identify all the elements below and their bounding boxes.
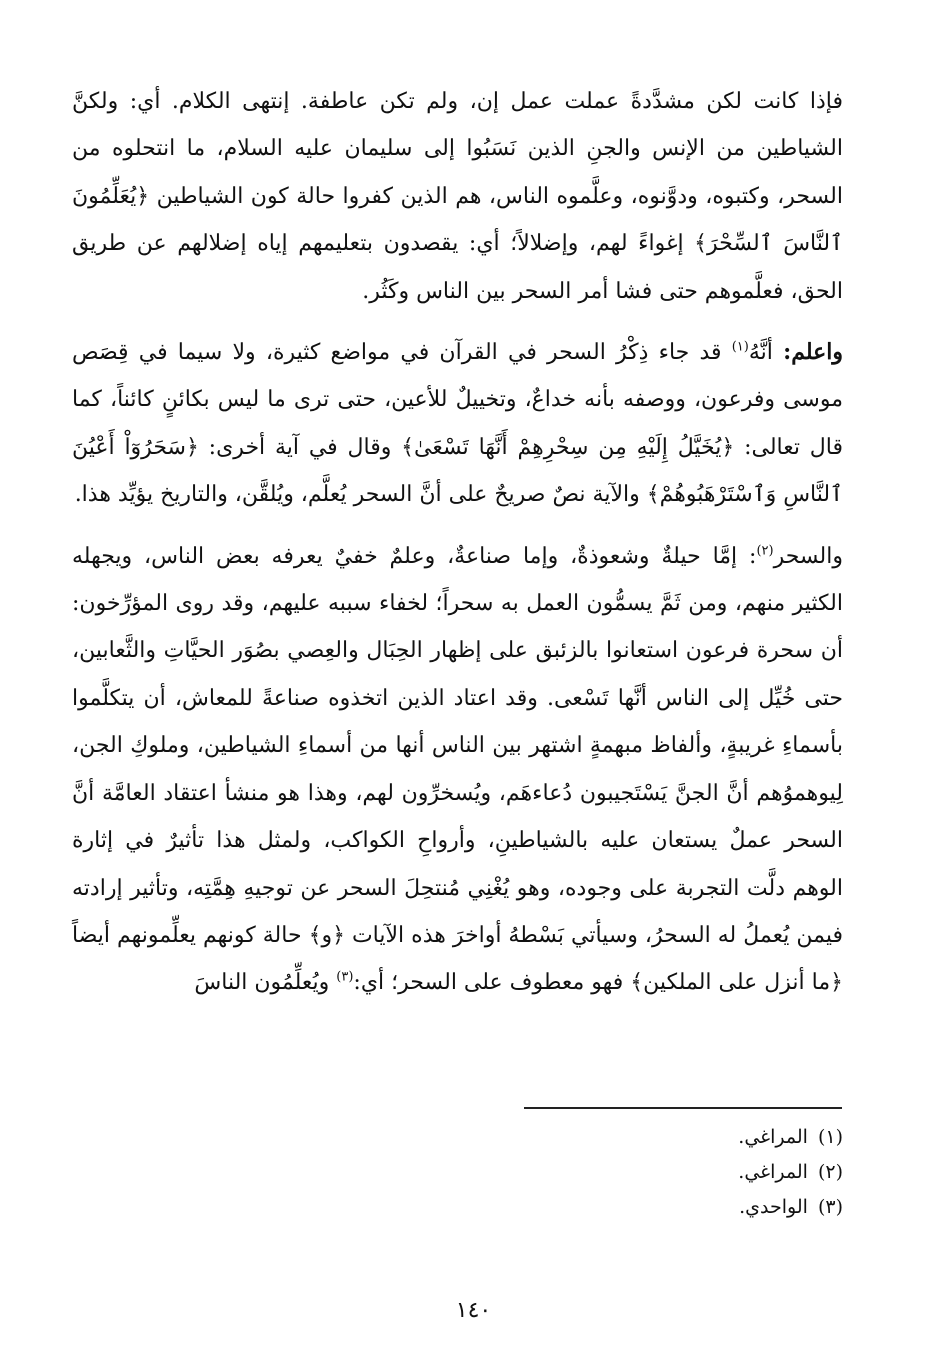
page-number: ١٤٠ xyxy=(455,1298,492,1323)
footnote-number: (٢) xyxy=(817,1161,843,1183)
footnote-number: (١) xyxy=(817,1126,843,1148)
footnotes xyxy=(738,1120,843,1225)
paragraph-2 xyxy=(72,329,843,519)
paragraph-3 xyxy=(72,533,843,1007)
footnote-reference[interactable]: (٣) xyxy=(336,969,354,985)
paragraph-text: قد جاء ذِكْرُ السحر في القرآن في مواضع كثيرة، ولا سيما في قِصَص موسى وفرعون، ووصفه بأنه خداعٌ، وتخييلٌ للأعين، حتى ترى ما ليس بكائنٍ كائناً، كما قال تعالى: ﴿يُخَيَّلُ إِلَيْهِ مِن سِحْرِهِمْ أَنَّهَا تَسْعَىٰ﴾ وقال في آية أخرى: ﴿سَحَرُوٓاْ أَعْيُنَ ٱلنَّاسِ وَٱسْتَرْهَبُوهُمْ﴾ والآية نصٌ صريحٌ على أنَّ السحر يُعلَّم، ويُلقَّن، والتاريخ يؤيِّد هذا. xyxy=(72,340,843,508)
paragraph-1 xyxy=(72,78,843,315)
footnote-item xyxy=(738,1190,843,1225)
footnote-text: المراغي. xyxy=(738,1161,808,1183)
paragraph-text: : إمَّا حيلةٌ وشعوذةٌ، وإما صناعةٌ، وعلمٌ خفيٌ يعرفه بعض الناس، ويجهله الكثير منهم، ومن ثَمَّ يسمُّون العمل به سحراً؛ لخفاء سببه عليهم، وقد روى المؤرِّخون: أن سحرة فرعون استعانوا بالزئبق على إظهار الحِبَال والعِصي بصُوَر الحيَّاتِ والثَّعابين، حتى خُيِّل إلى الناس أنَّها تَسْعى. وقد اعتاد الذين اتخذوه صناعةً للمعاش، أن يتكلَّموا بأسماءِ غريبةٍ، وألفاظ مبهمةٍ اشتهر بين الناس أنها من أسماءِ الشياطين، وملوكِ الجن، لِيوهموُهم أنَّ الجنَّ يَسْتَجيبون دُعاءهَم، ويُسخرِّون لهم، وهذا هو منشأ اعتقاد العامَّة أنَّ السحر عملٌ يستعان عليه بالشياطينِ، وأرواحِ الكواكب، ولمثل هذا تأثيرٌ في إثارة الوهم دلَّت التجربة على وجوده، وهو يُغْنِي مُنتحِلَ السحر عن توجيهِ هِمَّتِه، وتأثير إرادته فيمن يُعملُ له السحرُ، وسيأتي بَسْطهُ أواخرَ هذه الآيات ﴿و﴾ حالة كونهم يعلِّمونهم أيضاً ﴿ما أنزل على الملكين﴾ فهو معطوف على السحر؛ أي: xyxy=(72,543,844,996)
paragraph-text: فإذا كانت لكن مشدَّدةً عملت عمل إن، ولم تكن عاطفة. إنتهى الكلام. أي: ولكنَّ الشياطين من الإنس والجنِ الذين نَسَبُوا إلى سليمان عليه السلام، ما انتحلوه من السحر، وكتبوه، ودوَّنوه، وعلَّموه الناس، هم الذين كفروا حالة كون الشياطين ﴿يُعَلِّمُونَ ٱلنَّاسَ ٱلسِّحْرَ﴾ إغواءً لهم، وإضلالاً؛ أي: يقصدون بتعليمهم إياه إضلالهم عن طريق الحق، فعلَّموهم حتى فشا أمر السحر بين الناس وكَثُر. xyxy=(72,89,843,304)
paragraph-lead: واعلم: xyxy=(783,339,843,366)
footnote-reference[interactable]: (٢) xyxy=(756,543,774,559)
footnote-text: المراغي. xyxy=(738,1126,808,1148)
footnote-reference[interactable]: (١) xyxy=(731,339,749,355)
main-text xyxy=(72,78,843,1007)
footnote-text: الواحدي. xyxy=(739,1196,808,1218)
footnote-item xyxy=(738,1155,843,1190)
footnote-item xyxy=(738,1120,843,1155)
footnote-divider xyxy=(524,1107,842,1109)
paragraph-pre-ref: والسحر xyxy=(773,543,843,569)
footnote-number: (٣) xyxy=(817,1196,843,1218)
paragraph-pre-ref: أنَّهُ xyxy=(748,340,784,366)
paragraph-post-ref: ويُعلِّمُون الناسَ xyxy=(194,970,337,996)
